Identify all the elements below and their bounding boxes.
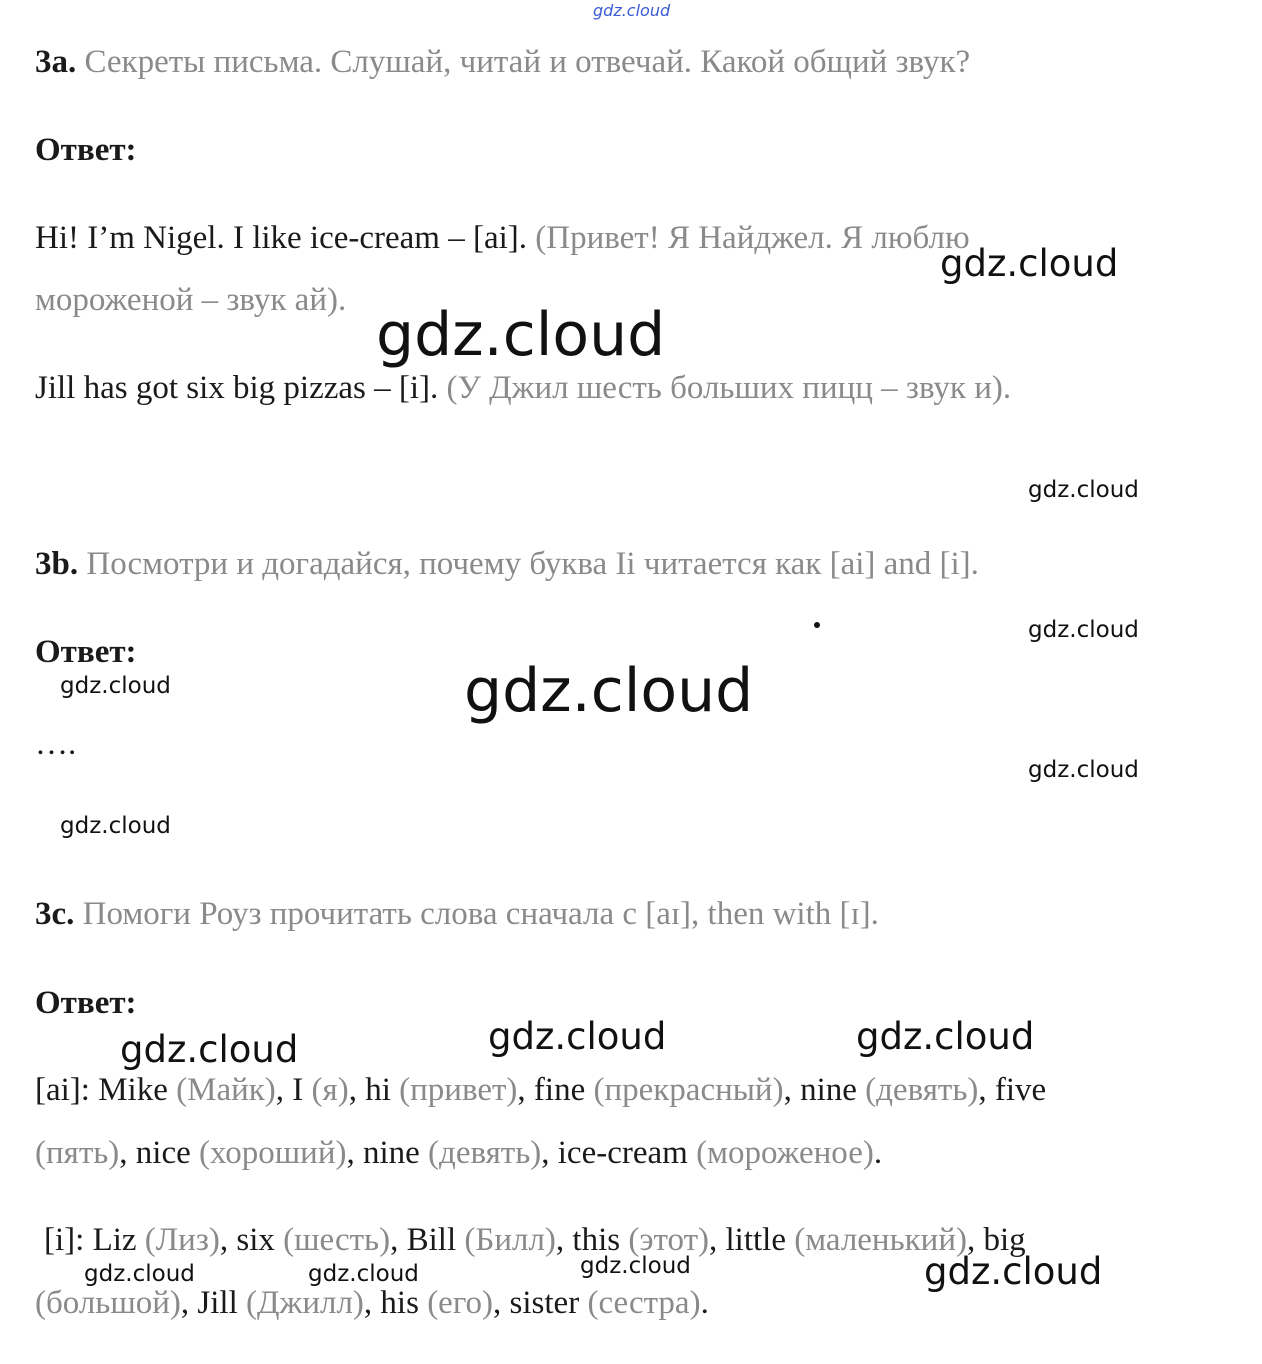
- stray-dot: [814, 622, 820, 628]
- word: , nice: [119, 1135, 191, 1171]
- translation: (пять): [35, 1135, 120, 1171]
- word: , sister: [493, 1285, 580, 1321]
- watermark: gdz.cloud: [60, 813, 171, 839]
- watermark: gdz.cloud: [940, 242, 1119, 285]
- answer-label: Ответ:: [35, 634, 137, 670]
- word: , five: [978, 1072, 1047, 1108]
- word: , nine: [783, 1072, 857, 1108]
- word: , Jill: [180, 1285, 238, 1321]
- task-number: 3a.: [35, 44, 77, 80]
- answer-label: Ответ:: [35, 132, 137, 168]
- word: , six: [219, 1222, 275, 1258]
- translation: (прекрасный): [593, 1072, 784, 1108]
- translation: (девять): [428, 1135, 542, 1171]
- translation: (этот): [628, 1222, 709, 1258]
- watermark: gdz.cloud: [84, 1261, 195, 1287]
- word: , nine: [346, 1135, 420, 1171]
- translation: (Билл): [464, 1222, 556, 1258]
- watermark: gdz.cloud: [1028, 617, 1139, 643]
- translation: (сестра): [587, 1285, 701, 1321]
- answer-ellipsis: ….: [35, 726, 77, 762]
- watermark: gdz.cloud: [856, 1015, 1035, 1058]
- watermark: gdz.cloud: [308, 1261, 419, 1287]
- word: [i]: Liz: [44, 1222, 137, 1258]
- word: , Bill: [390, 1222, 457, 1258]
- word: , fine: [517, 1072, 586, 1108]
- task-3b-heading: [35, 544, 979, 584]
- word: , his: [363, 1285, 419, 1321]
- translation: (Майк): [176, 1072, 276, 1108]
- translation: (хороший): [199, 1135, 347, 1171]
- watermark: gdz.cloud: [488, 1015, 667, 1058]
- translation: (шесть): [283, 1222, 391, 1258]
- translation: (его): [427, 1285, 494, 1321]
- translation-text: мороженой – звук ай).: [35, 282, 347, 318]
- translation: (девять): [865, 1072, 979, 1108]
- translation: (я): [311, 1072, 349, 1108]
- translation: (маленький): [794, 1222, 967, 1258]
- translation: (мороженое): [696, 1135, 874, 1171]
- task-number: 3c.: [35, 896, 75, 932]
- word: , hi: [348, 1072, 391, 1108]
- task-question: Помоги Роуз прочитать слова сначала с [aɪ], then with [ɪ].: [82, 896, 879, 932]
- task-question: Секреты письма. Слушай, читай и отвечай. Какой общий звук?: [84, 44, 971, 80]
- word: .: [700, 1285, 709, 1321]
- watermark-top: gdz.cloud: [593, 1, 671, 20]
- word: [ai]: Mike: [35, 1072, 168, 1108]
- answer-line: [35, 368, 1011, 408]
- watermark: gdz.cloud: [120, 1028, 299, 1071]
- answer-line: [35, 218, 970, 258]
- watermark: gdz.cloud: [1028, 477, 1139, 503]
- task-3c-heading: [35, 894, 879, 934]
- word: , this: [555, 1222, 621, 1258]
- ai-words-line-1: [35, 1070, 1046, 1110]
- task-question: Посмотри и догадайся, почему буква Ii читается как [ai] and [i].: [86, 546, 979, 582]
- watermark: gdz.cloud: [464, 656, 754, 726]
- watermark: gdz.cloud: [580, 1253, 691, 1279]
- task-number: 3b.: [35, 546, 79, 582]
- english-text: Jill has got six big pizzas – [i].: [35, 370, 439, 406]
- answer-label: Ответ:: [35, 985, 137, 1021]
- translation: (Лиз): [144, 1222, 220, 1258]
- english-text: Hi! I’m Nigel. I like ice-cream – [ai].: [35, 220, 528, 256]
- translation-text: (Привет! Я Найджел. Я люблю: [535, 220, 970, 256]
- word: , little: [708, 1222, 786, 1258]
- watermark: gdz.cloud: [924, 1250, 1103, 1293]
- watermark: gdz.cloud: [60, 673, 171, 699]
- i-words-line-1: [44, 1220, 1026, 1260]
- word: .: [873, 1135, 883, 1171]
- task-3a-heading: [35, 42, 970, 82]
- translation: (Джилл): [246, 1285, 364, 1321]
- ai-words-line-2: [35, 1133, 882, 1173]
- translation: (привет): [399, 1072, 518, 1108]
- watermark: gdz.cloud: [1028, 757, 1139, 783]
- word: , I: [275, 1072, 304, 1108]
- translation-text: (У Джил шесть больших пицц – звук и).: [446, 370, 1012, 406]
- i-words-line-2: [35, 1283, 709, 1323]
- translation: (большой): [35, 1285, 181, 1321]
- word: , big: [967, 1222, 1026, 1258]
- word: , ice-cream: [541, 1135, 688, 1171]
- watermark: gdz.cloud: [376, 300, 666, 370]
